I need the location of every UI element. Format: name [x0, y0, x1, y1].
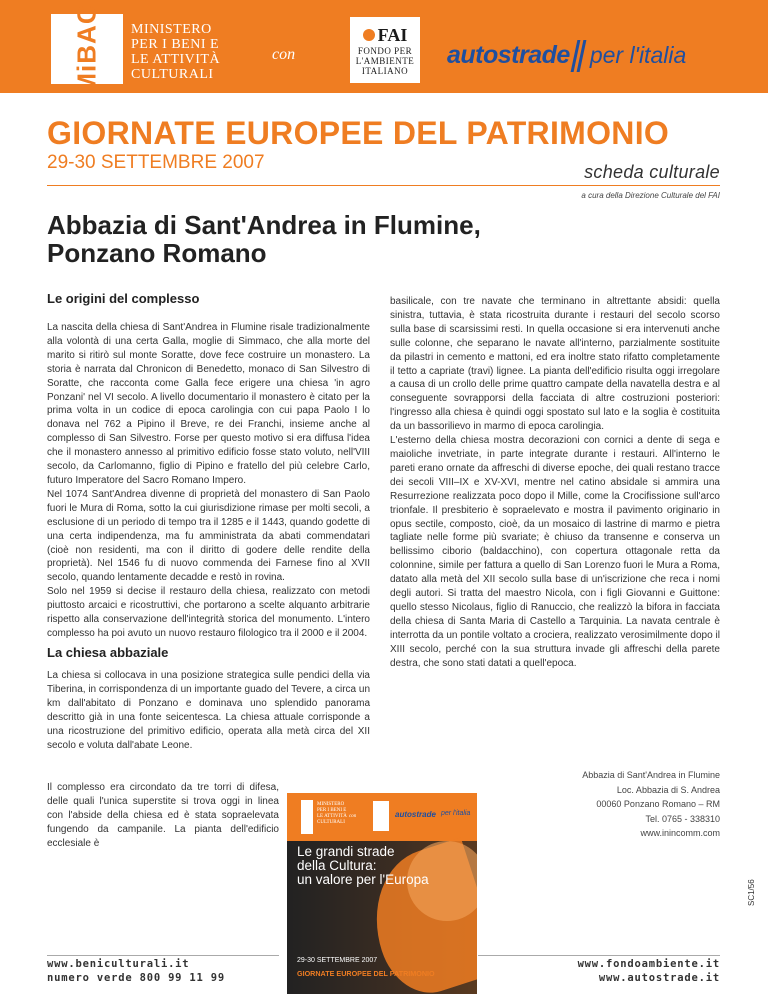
chiesa-text-bottom [47, 781, 279, 851]
paragraph: basilicale, con tre navate che terminano in altrettante absidi: quella sinistra, tuttavia, è stata ricostruita durante i restauri del secolo scorso sulla base di scarsissimi resti. In quella occasione si era intervenuti anche sulle colonne, che separano le navate all'interno, parzialmente sostituite da pilastri in cemento e mattoni, ed era inoltre stato rifatto completamente il tetto a capriate (travi) lignee. La pianta dell'edificio risulta oggi irregolare a causa di un crollo delle prime quattro campate della navatella destra e al conseguente sovrapporsi della facciata di altre costruzioni posteriori: l'ingresso alla chiesa è quindi oggi spostato sul lato e la soglia è costituita da un bassorilievo in marmo di epoca carolingia. [390, 296, 720, 433]
fai-line: FONDO PER [357, 45, 413, 56]
fai-logo [350, 17, 420, 83]
fondoambiente-link[interactable]: www.fondoambiente.it [577, 958, 720, 970]
fai-flower-icon [363, 29, 375, 41]
autostrade-logo-bold: autostrade [447, 40, 570, 69]
footer-right [578, 957, 720, 985]
mibac-logo-text: MiBAC [71, 3, 102, 95]
chiesa-heading: La chiesa abbaziale [47, 645, 169, 660]
numero-verde: numero verde 800 99 11 99 [47, 972, 226, 984]
paragraph: La chiesa si collocava in una posizione strategica sulle pendici della via Tiberina, in corrispondenza di un importante guado del Tevere, a circa un km dall'abitato di Ponzano e dominava uno splendido panorama descritto già in una fonte seicentesca. La chiesa attuale corrisponde a una ricostruzione del primitivo edificio, operata alla metà circa del XII secolo e voluta dall'abate Leone. [47, 670, 370, 751]
poster-autostrade-bold: autostrade [395, 810, 436, 819]
curator-credit: a cura della Direzione Culturale del FAI [581, 191, 720, 200]
address-line: Abbazia di Sant'Andrea in Flumine [582, 770, 720, 780]
con-text: con [272, 46, 296, 63]
poster-autostrade-light: per l'italia [441, 810, 471, 817]
ministero-line: CULTURALI [131, 67, 214, 82]
fai-logo-text: FAI [377, 24, 408, 45]
poster-con: con [349, 814, 357, 819]
right-column-text [390, 295, 720, 670]
origini-text [47, 321, 370, 641]
paragraph: La nascita della chiesa di Sant'Andrea in Flumine risale tradizionalmente alla volontà di una certa Galla, moglie di Simmaco, che alla morte del marito si ritirò sul monte Soratte, dove fece costruire un monastero. La storia è narrata dal Chronicon di Benedetto, monaco di San Silvestro di Soratte, che racconta come Galla fece erigere una chiesa 'in agro Ponzani' nel VI secolo. A livello documentario il monastero è citato per la prima volta in un codice di epoca carolingia con cui papa Paolo I lo donava nel 762 a Pipino il Breve, re dei Franchi, insieme anche al complesso di San Silvestro. Forse per questo motivo si era diffusa l'idea che il monastero annesso al primitivo edificio fosse stato voluto, nell'VIII secolo, da Carlomanno, figlio di Pipino e fratello del più celebre Carlo, futuro Imperatore del Sacro Romano Impero. [47, 322, 370, 486]
fai-line: ITALIANO [361, 65, 409, 76]
ministero-name [131, 22, 220, 82]
event-poster [287, 793, 477, 994]
chiesa-text-top [47, 669, 370, 752]
address-line: Loc. Abbazia di S. Andrea [616, 784, 720, 795]
paragraph: L'esterno della chiesa mostra decorazioni con cornici a dente di sega e maioliche invetriate, in parte integrate durante i restauri. All'interno le pareti erano ornate da affreschi di diverse epoche, dei quali restano tracce dei secoli VIII–IX e XV-XVI, mentre nel catino absidale si ammira una Resurrezione realizzata poco dopo il Mille, come la Crocifissione sull'arco trionfale. Il presbiterio è sopraelevato e mostra il pavimento originario in opus sectile, composto, cioè, da un mosaico di lastrine di marmo e pietra tagliate nelle forme più svariate; è chiuso da transenne e conserva un bellissimo ciborio (baldacchino), con copertura ottagonale retta da colonnine, simile per fattura a quello di San Lorenzo fuori le Mura a Roma, datato alla metà del XII secolo sulla base di un'iscrizione che reca i nomi degli autori. Si tratta del maestro Nicola, con i figli Giovanni e Guittone: quello stesso Nicolaus, figlio di Ranuccio, che realizzò la bifora in facciata della chiesa di Santa Maria di Castello a Tarquinia. La navata centrale è interrotta da un pontile voltato a crociera, realizzato verosimilmente dopo il XIII secolo, perché con la sua struttura invade gli affreschi della parete destra, che sono stati datati a quell'epoca. [390, 435, 720, 669]
autostrade-link[interactable]: www.autostrade.it [598, 972, 720, 984]
fai-line: L'AMBIENTE [355, 55, 415, 66]
event-date: 29-30 SETTEMBRE 2007 [47, 152, 265, 173]
abbey-title-line: Abbazia di Sant'Andrea in Flumine, [47, 210, 481, 240]
header-banner [0, 0, 768, 93]
poster-ministero: MINISTERO PER I BENI E LE ATTIVITÀ CULTURALI [317, 802, 347, 825]
ministero-line: MINISTERO [131, 22, 212, 37]
origini-heading: Le origini del complesso [47, 291, 200, 306]
address-website-link[interactable]: www.inincomm.com [640, 828, 720, 838]
footer-left [47, 957, 225, 985]
autostrade-logo-light: per l'italia [589, 41, 687, 68]
address-line: 00060 Ponzano Romano – RM [596, 799, 720, 809]
poster-header [287, 793, 477, 841]
address-line: Tel. 0765 - 338310 [645, 813, 720, 824]
paragraph: Nel 1074 Sant'Andrea divenne di proprietà del monastero di San Paolo fuori le Mura di Roma, sotto la cui giurisdizione rimase per molti secoli, a esclusione di un periodo di tempo tra il 1285 e il 1443, quando godette di una certa indipendenza, ma fu amministrata da abati commendatari (cioè non residenti, ma con il diritto di godere delle rendite della proprietà). Nel 1546 fu di nuovo commenda dei Farnese fino al XVII secolo, quando lentamente decadde e restò in rovina. [47, 488, 370, 584]
event-title: GIORNATE EUROPEE DEL PATRIMONIO [47, 115, 670, 151]
paragraph: Il complesso era circondato da tre torri di difesa, delle quali l'unica superstite si trova oggi in linea con l'abside della chiesa ed è stata sopraelevata fungendo da campanile. La pianta dell'edificio ecclesiale è [47, 782, 279, 849]
ministero-line: LE ATTIVITÀ [131, 52, 221, 67]
scheda-label: scheda culturale [584, 162, 720, 182]
autostrade-logo [447, 40, 686, 70]
paragraph: Solo nel 1959 si decise il restauro della chiesa, realizzato con metodi piuttosto arcaici e ricostruttivi, che portarono a scelte alquanto arbitrarie rispetto alla conservazione dell'integrità storica del monumento. L'intero complesso ha poi avuto un nuovo restauro filologico tra il 2000 e il 2004. [47, 586, 370, 639]
poster-headline: Le grandi strade della Cultura: un valore per l'Europa [297, 844, 429, 887]
poster-fai-logo [373, 801, 389, 831]
footer-divider [478, 955, 720, 956]
ministero-line: PER I BENI E [131, 37, 220, 52]
autostrade-bars-icon [574, 40, 584, 70]
beniculturali-link[interactable]: www.beniculturali.it [47, 958, 190, 970]
poster-mibac-logo [301, 800, 313, 834]
poster-event: GIORNATE EUROPEE DEL PATRIMONIO [297, 969, 435, 978]
abbey-title-line: Ponzano Romano [47, 238, 267, 268]
footer-divider [47, 955, 279, 956]
abbey-address [582, 768, 720, 841]
mibac-logo [51, 3, 123, 95]
abbey-title [47, 211, 481, 267]
title-divider [47, 185, 720, 186]
poster-date: 29-30 SETTEMBRE 2007 [297, 957, 378, 964]
document-code: SC1/56 [747, 879, 756, 906]
